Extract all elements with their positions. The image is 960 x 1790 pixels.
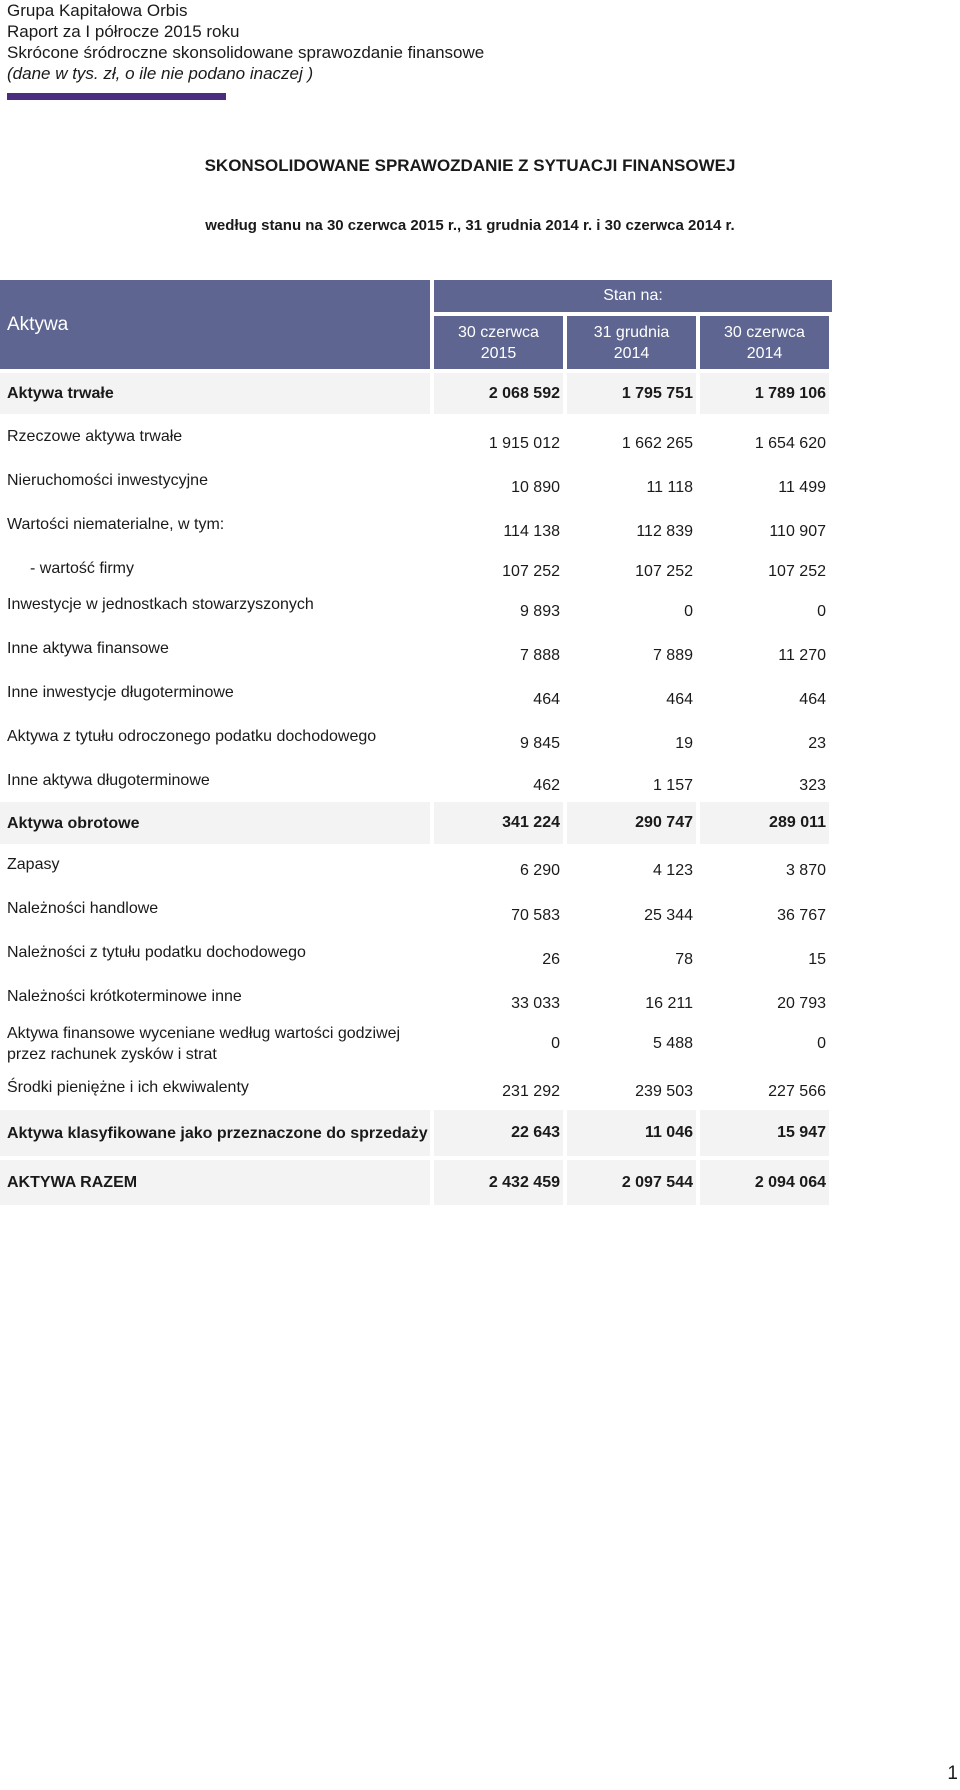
table-row [0, 934, 832, 978]
row-value-2014-06: 0 [817, 603, 826, 620]
row-value-2014-06: 23 [808, 735, 826, 752]
row-value-2014-12: 464 [666, 691, 693, 708]
row-value-2014-12: 1 662 265 [621, 435, 693, 452]
row-label: Należności z tytułu podatku dochodowego [7, 944, 306, 961]
row-value-2015-06: 22 643 [434, 1110, 563, 1156]
column-header-1-line1: 30 czerwca [458, 323, 539, 341]
row-value-2014-06: 110 907 [769, 523, 826, 540]
row-value-2015-06: 2 068 592 [434, 373, 563, 414]
row-value-2015-06: 70 583 [511, 907, 560, 924]
table-row [0, 718, 832, 762]
row-label: Aktywa finansowe wyceniane według wartości godziwej przez rachunek zysków i strat [7, 1025, 401, 1063]
row-label: AKTYWA RAZEM [0, 1160, 430, 1205]
page-number: 1 [947, 1763, 958, 1784]
page-title: SKONSOLIDOWANE SPRAWOZDANIE Z SYTUACJI FINANSOWEJ [204, 156, 736, 175]
row-value-2014-06: 1 789 106 [700, 373, 829, 414]
row-value-2015-06: 2 432 459 [434, 1160, 563, 1205]
column-header-1 [434, 316, 563, 369]
row-value-2014-06: 2 094 064 [700, 1160, 829, 1205]
row-value-2014-06: 20 793 [777, 995, 826, 1012]
column-header-2 [567, 316, 696, 369]
row-value-2014-12: 290 747 [567, 802, 696, 844]
row-value-2015-06: 33 033 [511, 995, 560, 1012]
units-note: (dane w tys. zł, o ile nie podano inaczej ) [7, 64, 314, 83]
row-value-2014-12: 0 [684, 603, 693, 620]
row-label: Inwestycje w jednostkach stowarzyszonych [7, 596, 314, 613]
row-value-2014-12: 239 503 [635, 1083, 693, 1100]
row-value-2014-06: 3 870 [785, 862, 826, 879]
table-row [0, 1160, 832, 1205]
row-value-2014-12: 11 118 [646, 479, 693, 496]
row-label: Inne aktywa finansowe [7, 640, 169, 657]
table-row [0, 418, 832, 462]
column-header-3-line1: 30 czerwca [724, 323, 805, 341]
row-value-2015-06: 0 [551, 1035, 560, 1052]
row-value-2014-12: 5 488 [652, 1035, 693, 1052]
table-row [0, 890, 832, 934]
row-value-2015-06: 231 292 [502, 1083, 560, 1100]
row-value-2015-06: 114 138 [503, 523, 560, 540]
stan-na-header: Stan na: [434, 280, 832, 312]
row-value-2015-06: 10 890 [511, 479, 560, 496]
row-label: Wartości niematerialne, w tym: [7, 516, 225, 533]
row-value-2015-06: 9 893 [519, 603, 560, 620]
row-label: Aktywa obrotowe [0, 802, 430, 844]
row-value-2014-06: 11 499 [778, 479, 826, 496]
row-value-2015-06: 6 290 [519, 862, 560, 879]
row-value-2014-06: 11 270 [778, 647, 826, 664]
row-value-2015-06: 462 [533, 777, 560, 794]
row-value-2014-12: 1 795 751 [567, 373, 696, 414]
table-row [0, 1019, 832, 1069]
column-header-3-line2: 2014 [746, 344, 783, 362]
row-value-2014-06: 107 252 [768, 563, 826, 580]
report-header [7, 0, 484, 84]
row-label: Rzeczowe aktywa trwałe [7, 428, 183, 445]
table-row [0, 373, 832, 414]
row-label: Inne aktywa długoterminowe [7, 772, 210, 789]
page-subtitle: według stanu na 30 czerwca 2015 r., 31 grudnia 2014 r. i 30 czerwca 2014 r. [205, 217, 735, 234]
row-value-2014-12: 4 123 [652, 862, 693, 879]
report-type: Skrócone śródroczne skonsolidowane sprawozdanie finansowe [7, 43, 485, 62]
row-value-2014-12: 7 889 [652, 647, 693, 664]
row-value-2015-06: 341 224 [434, 802, 563, 844]
row-label: Aktywa z tytułu odroczonego podatku dochodowego [7, 728, 377, 745]
row-value-2014-12: 112 839 [636, 523, 693, 540]
table-row [0, 586, 832, 630]
row-value-2014-12: 107 252 [635, 563, 693, 580]
row-value-2015-06: 26 [542, 951, 560, 968]
row-label: Inne inwestycje długoterminowe [7, 684, 234, 701]
row-label: Zapasy [7, 856, 60, 873]
table-row [0, 1110, 832, 1156]
table-row [0, 462, 832, 506]
row-value-2014-12: 16 211 [645, 995, 693, 1012]
row-value-2015-06: 1 915 012 [488, 435, 560, 452]
row-value-2014-06: 227 566 [768, 1083, 826, 1100]
row-label: Aktywa klasyfikowane jako przeznaczone do sprzedaży [0, 1110, 430, 1156]
column-header-3 [700, 316, 829, 369]
report-period: Raport za I półrocze 2015 roku [7, 22, 240, 41]
aktywa-header: Aktywa [0, 280, 430, 369]
table-row [0, 802, 832, 844]
row-value-2015-06: 9 845 [519, 735, 560, 752]
column-header-2-line2: 2014 [613, 344, 650, 362]
table-row [0, 506, 832, 550]
row-value-2015-06: 7 888 [519, 647, 560, 664]
header-rule [7, 93, 226, 100]
row-value-2014-06: 1 654 620 [754, 435, 826, 452]
table-row [0, 978, 832, 1022]
table-row [0, 762, 832, 802]
row-label: Należności krótkoterminowe inne [7, 988, 242, 1005]
row-label: Należności handlowe [7, 900, 159, 917]
row-value-2014-12: 19 [675, 735, 693, 752]
row-value-2014-12: 78 [675, 951, 693, 968]
row-value-2014-06: 464 [799, 691, 826, 708]
row-value-2015-06: 464 [533, 691, 560, 708]
column-header-1-line2: 2015 [480, 344, 517, 362]
row-value-2014-12: 11 046 [567, 1110, 696, 1156]
row-label: Środki pieniężne i ich ekwiwalenty [7, 1079, 249, 1096]
row-value-2014-06: 0 [817, 1035, 826, 1052]
row-value-2014-12: 1 157 [652, 777, 693, 794]
row-value-2015-06: 107 252 [502, 563, 560, 580]
table-row [0, 674, 832, 718]
row-label: - wartość firmy [30, 560, 134, 577]
row-value-2014-06: 289 011 [700, 802, 829, 844]
table-row [0, 550, 832, 586]
row-value-2014-12: 25 344 [644, 907, 693, 924]
table-row [0, 846, 832, 888]
row-label: Aktywa trwałe [0, 373, 430, 414]
row-label: Nieruchomości inwestycyjne [7, 472, 208, 489]
row-value-2014-06: 36 767 [777, 907, 826, 924]
row-value-2014-06: 323 [799, 777, 826, 794]
table-row [0, 1069, 832, 1107]
row-value-2014-06: 15 947 [700, 1110, 829, 1156]
table-row [0, 630, 832, 674]
row-value-2014-06: 15 [808, 951, 826, 968]
column-header-2-line1: 31 grudnia [593, 323, 670, 341]
company-name: Grupa Kapitałowa Orbis [7, 1, 188, 20]
row-value-2014-12: 2 097 544 [567, 1160, 696, 1205]
